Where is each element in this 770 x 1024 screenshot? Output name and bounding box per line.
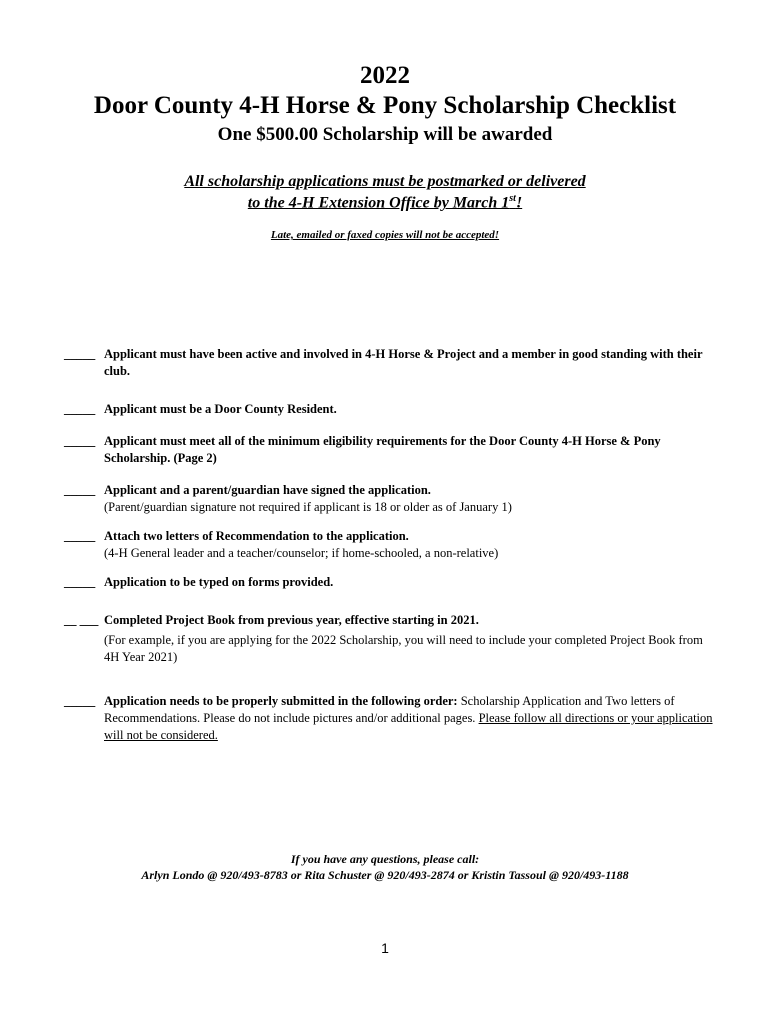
page-number: 1 — [381, 940, 389, 956]
item-requirement: Attach two letters of Recommendation to the application. — [104, 529, 409, 543]
item-requirement: Application needs to be properly submitted in the following order: — [104, 694, 458, 708]
subtitle: One $500.00 Scholarship will be awarded — [217, 124, 553, 145]
contact-prompt: If you have any questions, please call: — [290, 852, 480, 866]
checklist-item — [64, 433, 714, 467]
item-requirement: Completed Project Book from previous year, effective starting in 2021. — [104, 613, 479, 627]
year-heading: 2022 — [360, 62, 410, 89]
item-requirement: Applicant must meet all of the minimum eligibility requirements for the Door County 4-H Horse & Pony Scholarship. (Page 2) — [104, 434, 661, 465]
deadline-exclamation: ! — [515, 194, 523, 212]
item-requirement: Applicant must be a Door County Resident. — [104, 402, 337, 416]
checkbox-blank[interactable]: _____ — [64, 402, 96, 416]
deadline-line-2 — [0, 193, 770, 212]
deadline-line-2-text: to the 4-H Extension Office by March 1 — [247, 194, 510, 212]
checkbox-blank[interactable]: _____ — [64, 347, 96, 361]
checkbox-blank[interactable]: __ ___ — [64, 613, 99, 627]
item-requirement: Application to be typed on forms provided. — [104, 575, 334, 589]
item-requirement: Applicant and a parent/guardian have signed the application. — [104, 483, 431, 497]
checklist-item — [64, 401, 714, 418]
item-requirement: Applicant must have been active and involved in 4-H Horse & Project and a member in good standing with their club. — [104, 347, 703, 378]
checklist-item — [64, 693, 714, 744]
checkbox-blank[interactable]: _____ — [64, 575, 96, 589]
checkbox-blank[interactable]: _____ — [64, 529, 96, 543]
deadline-superscript: st — [509, 193, 516, 204]
deadline-line-1: All scholarship applications must be postmarked or delivered — [184, 173, 586, 190]
page-title: Door County 4-H Horse & Pony Scholarship Checklist — [93, 92, 677, 119]
checkbox-blank[interactable]: _____ — [64, 694, 96, 708]
checkbox-blank[interactable]: _____ — [64, 483, 96, 497]
item-warning: Please follow all directions or your application will not be considered. — [104, 711, 713, 742]
item-note: (For example, if you are applying for the 2022 Scholarship, you will need to include your completed Project Book from 4H Year 2021) — [104, 633, 703, 664]
late-notice: Late, emailed or faxed copies will not be accepted! — [270, 229, 500, 241]
item-note: (4-H General leader and a teacher/counselor; if home-schooled, a non-relative) — [104, 546, 499, 560]
checklist-item — [64, 482, 714, 516]
contact-phone-list: Arlyn Londo @ 920/493-8783 or Rita Schuster @ 920/493-2874 or Kristin Tassoul @ 920/493-1188 — [141, 868, 629, 882]
checklist-item — [64, 346, 714, 380]
checklist-item — [64, 612, 714, 666]
checklist-item — [64, 528, 714, 562]
checklist-item — [64, 574, 714, 591]
checkbox-blank[interactable]: _____ — [64, 434, 96, 448]
item-note: (Parent/guardian signature not required if applicant is 18 or older as of January 1) — [104, 500, 512, 514]
item-note: Scholarship Application and Two letters of Recommendations. Please do not include pictures and/or additional pages. — [104, 694, 675, 725]
